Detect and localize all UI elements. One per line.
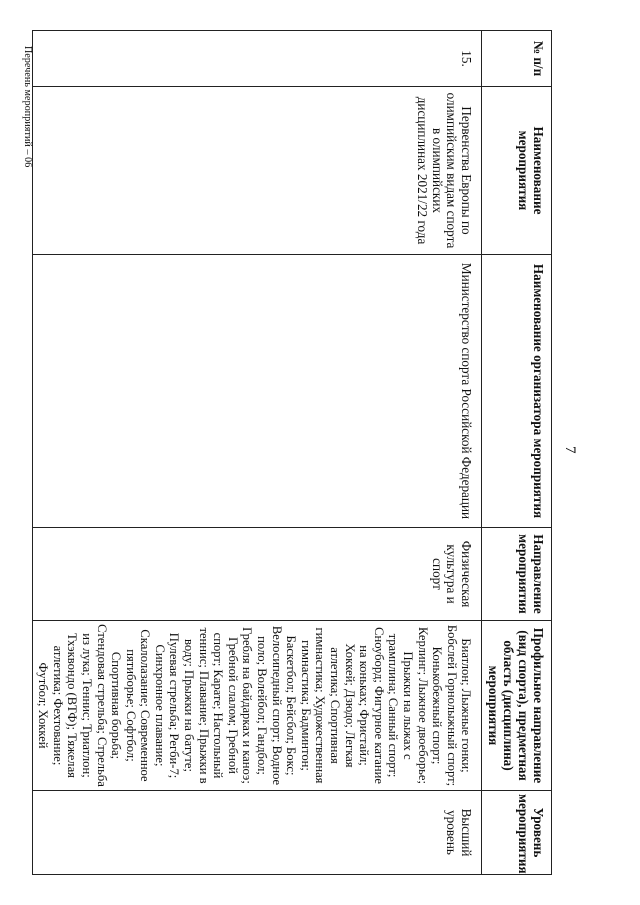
events-table [32, 30, 552, 875]
row-direction: Физическая культура и спорт [32, 528, 482, 621]
table-row [32, 31, 482, 875]
header-event-name: Наименование мероприятия [482, 87, 552, 255]
row-level: Высший уровень [32, 791, 482, 875]
header-disciplines: Профильное направление (вид спорта), предметная область (дисциплина) мероприятия [482, 621, 552, 791]
header-organizer: Наименование организатора мероприятия [482, 255, 552, 528]
header-direction: Направление мероприятия [482, 528, 552, 621]
row-event-name: Первенства Европы по олимпийским видам спорта в олимпийских дисциплинах 2021/22 года [32, 87, 482, 255]
page-number: 7 [562, 446, 578, 454]
header-number: № п/п [482, 31, 552, 87]
row-organizer: Министерство спорта Российской Федерации [32, 255, 482, 528]
table-header-row [482, 31, 552, 875]
row-number: 15. [32, 31, 482, 87]
footer-caption: Перечень мероприятий – 06 [22, 46, 33, 168]
row-disciplines: Биатлон; Лыжные гонки; Бобслей Горнолыжный спорт; Конькобежный спорт; Керлинг; Лыжное двоеборье; Прыжки на лыжах с трамплина; Санный спорт; Сноуборд; Фигурное катание на коньках; Фристайл; Хоккей; Дзюдо; Легкая атлетика; Спортивная гимнастика; Художественная гимнастика; Бадминтон; Баскетбол; Бейсбол; Бокс; Велосипедный спорт; Водное поло; Волейбол; Гандбол; Гребля на байдарках и каноэ; Гребной слалом; Гребной спорт; Карате; Настольный теннис; Плавание; Прыжки в воду; Прыжки на батуте; Пулевая стрельба; Регби-7; Синхронное плавание; Скалолазание; Современное пятиборье; Софтбол; Спортивная борьба; Стендовая стрельба; Стрельба из лука; Теннис; Триатлон; Тхэквондо (ВТФ); Тяжелая атлетика; Фехтование; Футбол; Хоккей [32, 621, 482, 791]
header-level: Уровень мероприятия [482, 791, 552, 875]
